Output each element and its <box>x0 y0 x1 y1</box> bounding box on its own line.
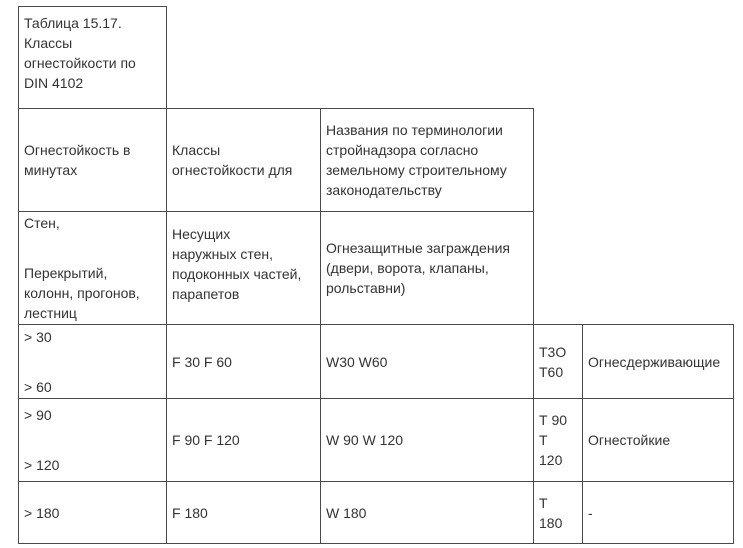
table-row-2-f-class <box>166 398 321 482</box>
table-row-1-t-class <box>533 324 583 399</box>
table-row-3-t-class <box>533 481 583 544</box>
subheader-fire-barriers-text: Огнезащитные заграждения (двери, ворота, клапаны, рольставни) <box>326 240 510 296</box>
row-2-minutes-b: > 120 <box>24 457 60 473</box>
row-1-minutes-a: > 30 <box>24 328 52 345</box>
row-1-minutes-b: > 60 <box>24 378 52 395</box>
row-2-w-class-text: W 90 W 120 <box>326 432 404 448</box>
header-fire-resistance-classes <box>166 108 321 212</box>
table-row-1-f-class <box>166 324 321 399</box>
table-caption: Таблица 15.17. Классы огнестойкости по DIN 4102 <box>18 6 167 109</box>
row-3-t-class-text: Т 180 <box>539 494 563 531</box>
row-1-w-class-text: W30 W60 <box>326 353 388 370</box>
row-2-f-class-text: F 90 F 120 <box>172 432 240 448</box>
table-row-2-w-class <box>320 398 534 482</box>
row-3-minutes-a: > 180 <box>24 504 60 521</box>
table-row-3-w-class <box>320 481 534 544</box>
subheader-walls-label: Стен, <box>24 215 60 231</box>
row-3-f-class-text: F 180 <box>172 504 208 521</box>
row-3-name-text: - <box>588 504 593 521</box>
row-3-w-class-text: W 180 <box>326 504 367 521</box>
table-row-2-minutes <box>18 398 167 482</box>
header-terminology-names <box>320 108 534 212</box>
row-1-f-class-text: F 30 F 60 <box>172 353 232 370</box>
header-fire-resistance-classes-text: Классы огнестойкости для <box>172 142 293 178</box>
subheader-load-bearing-walls: Несущих наружных стен, подоконных частей, парапетов <box>166 211 321 325</box>
header-fire-resistance-minutes-text: Огнестойкость в минутах <box>24 142 131 178</box>
row-2-t-class-text: Т 90 Т 120 <box>539 412 568 468</box>
table-row-2-t-class <box>533 398 583 482</box>
table-row-1-name <box>582 324 734 399</box>
subheader-fire-barriers <box>320 211 534 325</box>
row-2-name-text: Огнестойкие <box>588 432 671 448</box>
row-2-minutes-a: > 90 <box>24 407 52 423</box>
table-row-3-f-class <box>166 481 321 544</box>
table-row-3-minutes <box>18 481 167 544</box>
row-1-name-text: Огнесдерживающие <box>588 353 721 370</box>
table-row-2-name <box>582 398 734 482</box>
header-terminology-names-text: Названия по терминологии стройнадзора согласно земельному строительному законодательству <box>326 122 507 198</box>
table-row-3-name <box>582 481 734 544</box>
subheader-floors-label: Перекрытий, колонн, прогонов, лестниц <box>24 265 140 321</box>
table-row-1-w-class <box>320 324 534 399</box>
row-1-t-class-text: Т3О Т60 <box>539 343 567 380</box>
